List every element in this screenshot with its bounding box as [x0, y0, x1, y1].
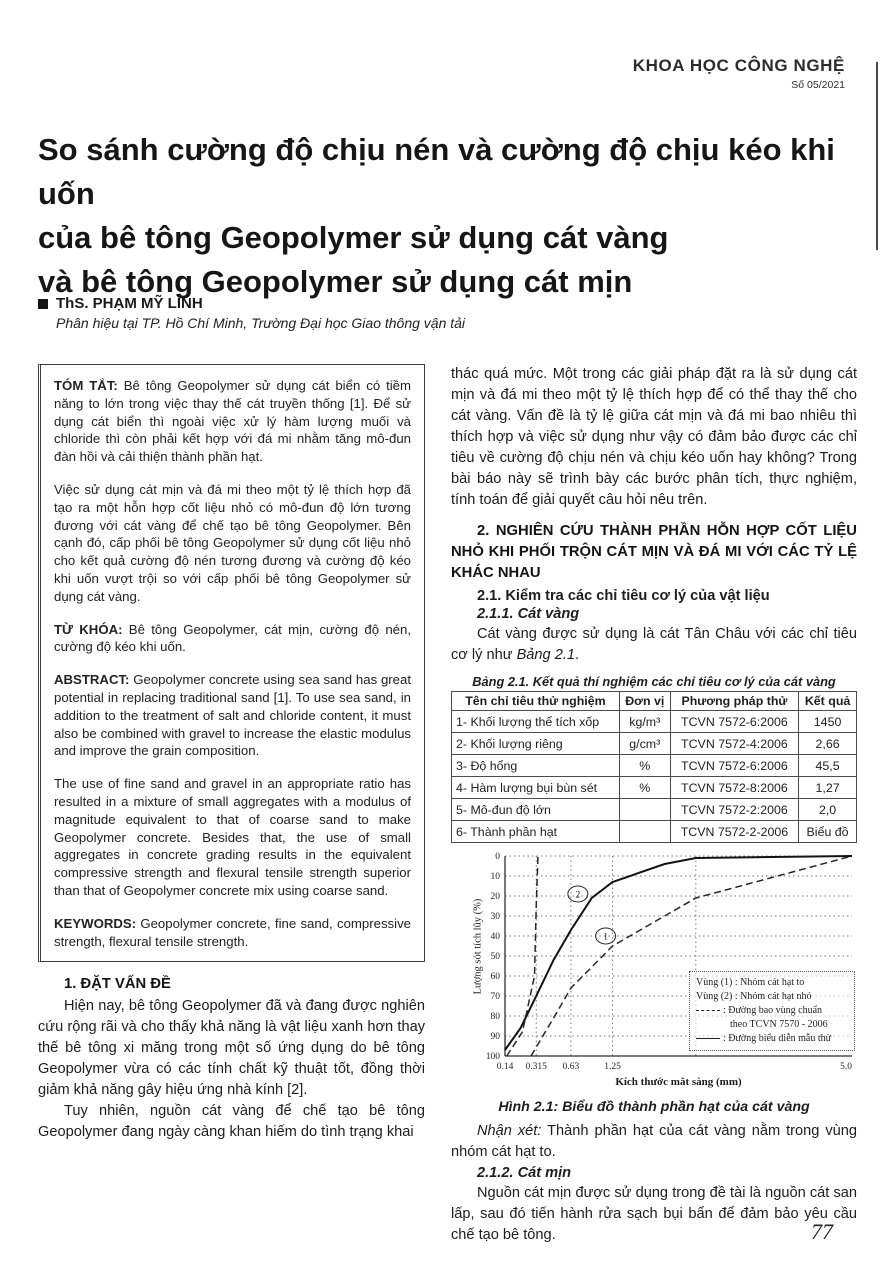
legend-item-label: : Đường bao vùng chuẩn — [723, 1005, 823, 1016]
table-row — [452, 799, 857, 821]
svg-text:20: 20 — [490, 892, 500, 902]
svg-text:0.63: 0.63 — [562, 1062, 580, 1072]
author-bullet-square — [38, 299, 48, 309]
cat-min-paragraph: Nguồn cát mịn được sử dụng trong đề tài là nguồn cát san lấp, sau đó tiến hành rửa sạch bụi bẩn để đảm bảo yêu cầu chế tạo bê tông. — [451, 1185, 857, 1243]
tu-khoa-label: TỪ KHÓA: — [54, 621, 123, 637]
table-caption: Bảng 2.1. Kết quả thí nghiệm các chỉ tiêu cơ lý của cát vàng — [472, 674, 836, 689]
abstract-box — [38, 364, 425, 962]
table-cell: kg/m³ — [619, 711, 670, 733]
continued-paragraph: thác quá mức. Một trong các giải pháp đặt ra là sử dụng cát mịn và đá mi theo một tỷ lệ thích hợp để có thể thay thế cho cát vàng. Vấn đề là tỷ lệ giữa cát mịn và đá mi bao nhiêu thì thích hợp và việc sử dụng như vậy có đảm bảo được các chỉ tiêu về cường độ chịu nén và chịu kéo uốn hay không? Trong bài báo này sẽ trình bày các bước phân tích, thực nghiệm, tính toán để giải quyết câu hỏi nêu trên. — [451, 366, 857, 508]
svg-text:80: 80 — [490, 1012, 500, 1022]
tom-tat-paragraph-2: Việc sử dụng cát mịn và đá mi theo một tỷ lệ thích hợp đã tạo ra một hỗn hợp cốt liệu nhỏ có mô-đun độ lớn tương đương với cát vàng để chế tạo bê tông Geopolymer. Bên cạnh đó, cấp phối bê tông Geopolymer sử dụng cốt liệu nhỏ cho kết quả cường độ nén tương đương và cường độ kéo khi uốn vượt trội so với cấp phối bê tông Geopolymer sử dụng cát vàng. — [54, 481, 411, 604]
svg-text:90: 90 — [490, 1032, 500, 1042]
abstract-text: Geopolymer concrete using sea sand has great potential in replacing traditional sand [1]. To use sea sand, in addition to the treatment of salt and chloride content, it must also be combined with gravel to increase the elastic modulus and improve the grain composition. — [54, 672, 411, 759]
author-affiliation: Phân hiệu tại TP. Hồ Chí Minh, Trường Đại học Giao thông vận tải — [56, 315, 466, 331]
table-cell: TCVN 7572-6:2006 — [670, 755, 798, 777]
dashed-line-sample-icon — [696, 1010, 720, 1011]
table-cell: 45,5 — [799, 755, 857, 777]
table-cell: TCVN 7572-6:2006 — [670, 711, 798, 733]
abstract-paragraph — [54, 671, 411, 760]
nhan-xet-label: Nhận xét: — [477, 1123, 542, 1139]
legend-item-label: Vùng (2) : Nhóm cát hạt nhỏ — [696, 991, 812, 1002]
chart-y-axis-label: Lượng sót tích lũy (%) — [472, 898, 484, 995]
keywords-paragraph — [54, 915, 411, 951]
section-1-paragraph-1: Hiện nay, bê tông Geopolymer đã và đang được nghiên cứu rộng rãi và cho thấy khả năng là vật liệu xanh hơn thay thế bê tông xi măng trong một số ứng dụng do bê tông Geopolymer vừa có các tính chất kỹ thuật tốt, đồng thời giảm khả năng gây hiệu ứng nhà kính [2]. — [38, 998, 425, 1099]
table-reference: Bảng 2.1 — [516, 647, 576, 663]
nhan-xet-paragraph — [451, 1121, 857, 1163]
cat-vang-text-end: . — [575, 647, 580, 663]
svg-text:2: 2 — [575, 890, 581, 901]
page-number: 77 — [811, 1219, 833, 1244]
table-row — [452, 777, 857, 799]
table-cell: 3- Độ hổng — [452, 755, 620, 777]
table-cell — [619, 799, 670, 821]
tu-khoa-text: Bê tông Geopolymer, cát mịn, cường độ nén, cường độ kéo khi uốn. — [54, 621, 411, 655]
two-column-body — [38, 364, 857, 1246]
table-header — [452, 692, 857, 711]
svg-text:70: 70 — [490, 992, 500, 1002]
table-header-cell: Kết quả — [799, 692, 857, 711]
section-2-heading: 2. NGHIÊN CỨU THÀNH PHẦN HỖN HỢP CỐT LIỆU NHỎ KHI PHỐI TRỘN CÁT MỊN VÀ ĐÁ MI VỚI CÁC TỶ LỆ KHÁC NHAU — [451, 523, 857, 581]
table-cell: Biểu đồ — [799, 821, 857, 843]
title-line-2: của bê tông Geopolymer sử dụng cát vàng — [38, 220, 669, 255]
table-row — [452, 733, 857, 755]
table-cell: 1,27 — [799, 777, 857, 799]
legend-item-label: Vùng (1) : Nhóm cát hạt to — [696, 977, 805, 988]
svg-text:30: 30 — [490, 912, 500, 922]
table-cell: TCVN 7572-2:2006 — [670, 799, 798, 821]
grain-size-chart-svg — [471, 851, 863, 1089]
table-cell: 2- Khối lượng riêng — [452, 733, 620, 755]
section-1-paragraph-2: Tuy nhiên, nguồn cát vàng để chế tạo bê tông Geopolymer đang ngày càng khan hiếm do tình trạng khai — [38, 1103, 425, 1141]
tom-tat-paragraph — [54, 377, 411, 466]
table-cell: TCVN 7572-2-2006 — [670, 821, 798, 843]
left-column — [38, 364, 425, 1246]
svg-text:0.315: 0.315 — [525, 1062, 547, 1072]
table-cell: TCVN 7572-8:2006 — [670, 777, 798, 799]
table-cell — [619, 821, 670, 843]
svg-text:60: 60 — [490, 972, 500, 982]
table-cell: % — [619, 777, 670, 799]
table-header-cell: Đơn vị — [619, 692, 670, 711]
abstract-label: ABSTRACT: — [54, 672, 130, 688]
table-row — [452, 821, 857, 843]
section-2-1-heading: 2.1. Kiểm tra các chỉ tiêu cơ lý của vật liệu — [477, 588, 770, 604]
nhan-xet-text: Thành phần hạt của cát vàng nằm trong vùng nhóm cát hạt to. — [451, 1123, 857, 1160]
svg-text:1.25: 1.25 — [604, 1062, 621, 1072]
legend-item-label: : Đường biểu diễn mẫu thử — [723, 1033, 832, 1044]
author-name: ThS. PHẠM MỸ LINH — [56, 295, 203, 312]
tom-tat-text: Bê tông Geopolymer sử dụng cát biển có tiềm năng to lớn trong việc thay thế cát truyền thống [1]. Để sử dụng cát biển thì ngoài việc xử lý hàm lượng muối và chloride thì còn phải kết hợp với đá mi nhằm tăng mô-đun đàn hồi và cải thiện thành phần hạt. — [54, 378, 411, 465]
svg-text:40: 40 — [490, 932, 500, 942]
legend-item — [696, 1004, 848, 1018]
journal-header — [633, 56, 845, 91]
svg-text:50: 50 — [490, 952, 500, 962]
table-cell: g/cm³ — [619, 733, 670, 755]
table-cell: 2,66 — [799, 733, 857, 755]
section-2-1-1-heading: 2.1.1. Cát vàng — [477, 606, 580, 622]
abstract-paragraph-2: The use of fine sand and gravel in an appropriate ratio has resulted in a mixture of small aggregates with a modulus of magnitude equivalent to that of coarse sand to make Geopolymer concrete. Besides that, the use of small aggregates in concrete grading results in the equivalent compressive strength and flexural tensile strength superior than that of Geopolymer concrete mix using coarse sand. — [54, 776, 411, 898]
journal-issue: Số 05/2021 — [791, 79, 845, 91]
table-row — [452, 711, 857, 733]
legend-item — [696, 1032, 848, 1046]
svg-text:100: 100 — [485, 1052, 500, 1062]
chart-legend — [689, 971, 855, 1051]
title-line-1: So sánh cường độ chịu nén và cường độ chịu kéo khi uốn — [38, 132, 835, 211]
author-block — [38, 295, 638, 331]
table-cell: 5- Mô-đun độ lớn — [452, 799, 620, 821]
svg-text:10: 10 — [490, 872, 500, 882]
right-column — [451, 364, 857, 1246]
table-cell: % — [619, 755, 670, 777]
tom-tat-label: TÓM TẮT: — [54, 378, 118, 393]
properties-table — [451, 691, 857, 843]
svg-text:Kích thước mắt sàng (mm): Kích thước mắt sàng (mm) — [615, 1076, 742, 1088]
solid-line-sample-icon — [696, 1038, 720, 1039]
table-cell: 2,0 — [799, 799, 857, 821]
table-cell: 1450 — [799, 711, 857, 733]
section-1-heading: 1. ĐẶT VẤN ĐỀ — [64, 976, 171, 993]
grain-size-chart — [463, 851, 855, 1089]
svg-text:5.0: 5.0 — [840, 1062, 852, 1072]
table-cell: TCVN 7572-4:2006 — [670, 733, 798, 755]
svg-text:1: 1 — [603, 932, 609, 943]
title-line-3: và bê tông Geopolymer sử dụng cát mịn — [38, 264, 633, 299]
table-header-cell: Phương pháp thử — [670, 692, 798, 711]
table-header-cell: Tên chỉ tiêu thử nghiệm — [452, 692, 620, 711]
svg-text:0.14: 0.14 — [496, 1062, 514, 1072]
tu-khoa-paragraph — [54, 621, 411, 657]
cat-vang-text: Cát vàng được sử dụng là cát Tân Châu với các chỉ tiêu cơ lý như — [451, 626, 857, 663]
legend-item — [696, 990, 848, 1004]
svg-text:0: 0 — [495, 852, 500, 862]
legend-item — [696, 1018, 848, 1032]
journal-name: KHOA HỌC CÔNG NGHỆ — [632, 56, 845, 75]
keywords-label: KEYWORDS: — [54, 915, 137, 931]
article-title — [38, 128, 853, 304]
table-row — [452, 755, 857, 777]
table-cell: 4- Hàm lượng bụi bùn sét — [452, 777, 620, 799]
legend-item — [696, 976, 848, 990]
figure-caption: Hình 2.1: Biểu đồ thành phần hạt của cát vàng — [498, 1099, 810, 1115]
table-cell: 6- Thành phần hạt — [452, 821, 620, 843]
section-2-1-2-heading: 2.1.2. Cát mịn — [477, 1165, 572, 1181]
page-edge-rule — [876, 62, 878, 250]
cat-vang-paragraph — [451, 624, 857, 666]
keywords-text: Geopolymer concrete, fine sand, compressive strength, flexural tensile strength. — [54, 915, 411, 949]
legend-item-label: theo TCVN 7570 - 2006 — [730, 1019, 828, 1030]
table-cell: 1- Khối lượng thể tích xốp — [452, 711, 620, 733]
